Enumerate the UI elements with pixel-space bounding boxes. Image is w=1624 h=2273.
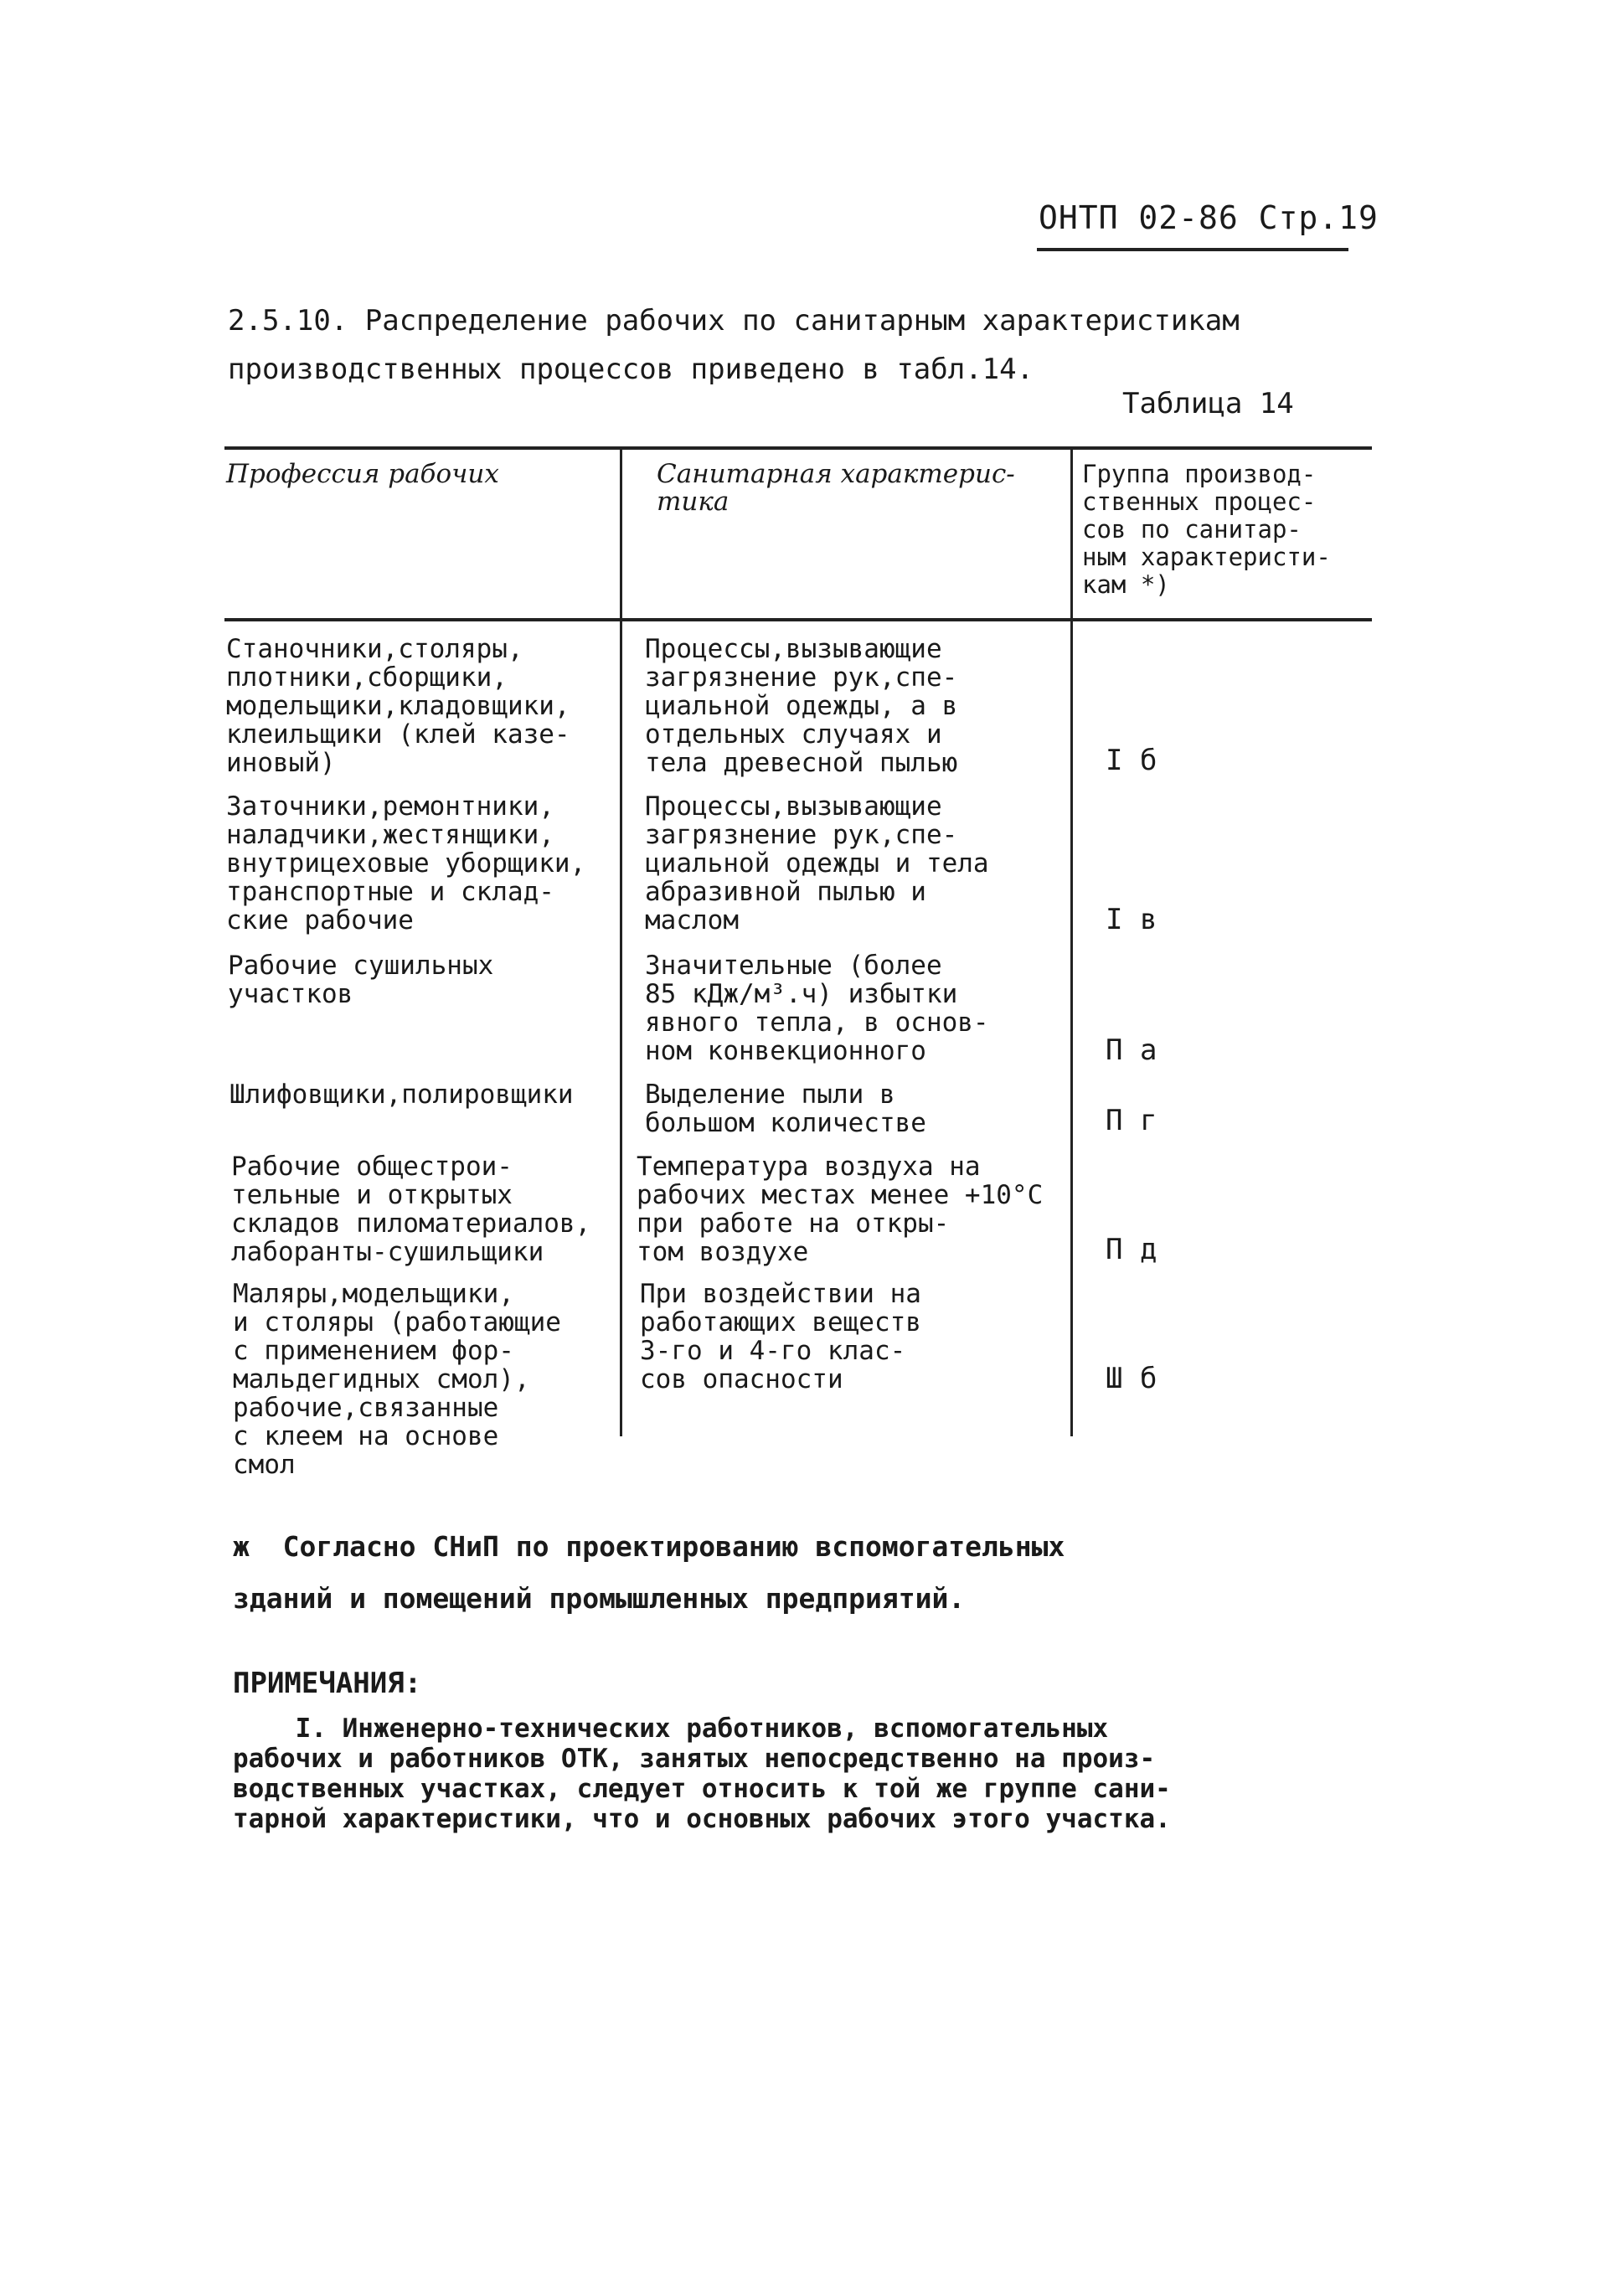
table-row-4-characteristic: Выделение пыли в большом количестве [645, 1080, 926, 1138]
column-header-characteristic: Санитарная характерис- тика [657, 459, 1015, 517]
table-row-4-profession: Шлифовщики,полировщики [229, 1080, 574, 1110]
table-row-2-profession: Заточники,ремонтники, наладчики,жестянщики, внутрицеховые уборщики, транспортные и склад- ские рабочие [226, 791, 586, 935]
table-row-3-group: П а [1106, 1033, 1157, 1067]
table-row-4-group: П г [1106, 1104, 1157, 1137]
intro-paragraph: 2.5.10. Распределение рабочих по санитарным характеристикам производственных процессов приведено в табл.14. [228, 304, 1240, 386]
table-row-2-characteristic: Процессы,вызывающие загрязнение рук,спе- циальной одежды и тела абразивной пылью и маслом [645, 791, 989, 935]
table-row-2-group: I в [1106, 903, 1157, 936]
table-caption: Таблица 14 [1122, 387, 1294, 420]
document-reference: ОНТП 02-86 Стр.19 [1039, 199, 1379, 236]
table-row-3-profession: Рабочие сушильных участков [228, 951, 494, 1009]
table-row-5-profession: Рабочие общестрои- тельные и открытых складов пиломатериалов, лаборанты-сушильщики [231, 1152, 591, 1267]
column-divider-2 [1070, 448, 1073, 1436]
column-header-group: Группа производ- ственных процес- сов по санитар- ным характеристи- кам *) [1082, 460, 1331, 599]
note-item-1: I. Инженерно-технических работников, вспомогательных рабочих и работников ОТК, занятых непосредственно на произ- водственных участках, следует относить к той же группе сани- тарной характеристики, что и основных рабочих этого участка. [233, 1714, 1171, 1834]
table-row-1-profession: Станочники,столяры, плотники,сборщики, модельщики,кладовщики, клеильщики (клей казе- иновый) [226, 634, 570, 778]
table-row-6-profession: Маляры,модельщики, и столяры (работающие с применением фор- мальдегидных смол), рабочие,связанные с клеем на основе смол [233, 1279, 561, 1480]
table-row-3-characteristic: Значительные (более 85 кДж/м³.ч) избытки явного тепла, в основ- ном конвекционного [645, 951, 989, 1066]
table-row-5-characteristic: Температура воздуха на рабочих местах менее +10°С при работе на откры- том воздухе [637, 1152, 1044, 1267]
table-row-1-characteristic: Процессы,вызывающие загрязнение рук,спе- циальной одежды, а в отдельных случаях и тела древесной пылью [645, 634, 958, 778]
table-row-1-group: I б [1106, 744, 1157, 777]
table-header-rule [224, 618, 1372, 621]
table-footnote: ж Согласно СНиП по проектированию вспомогательных зданий и помещений промышленных предприятий. [233, 1530, 1065, 1615]
column-header-profession: Профессия рабочих [226, 459, 499, 489]
column-divider-1 [620, 448, 622, 1436]
notes-heading: ПРИМЕЧАНИЯ: [233, 1667, 422, 1700]
table-top-rule [224, 446, 1372, 450]
header-underline [1037, 248, 1348, 251]
table-row-6-group: Ш б [1106, 1362, 1157, 1395]
table-row-5-group: П д [1106, 1233, 1157, 1266]
table-row-6-characteristic: При воздействии на работающих веществ 3-го и 4-го клас- сов опасности [640, 1279, 921, 1394]
